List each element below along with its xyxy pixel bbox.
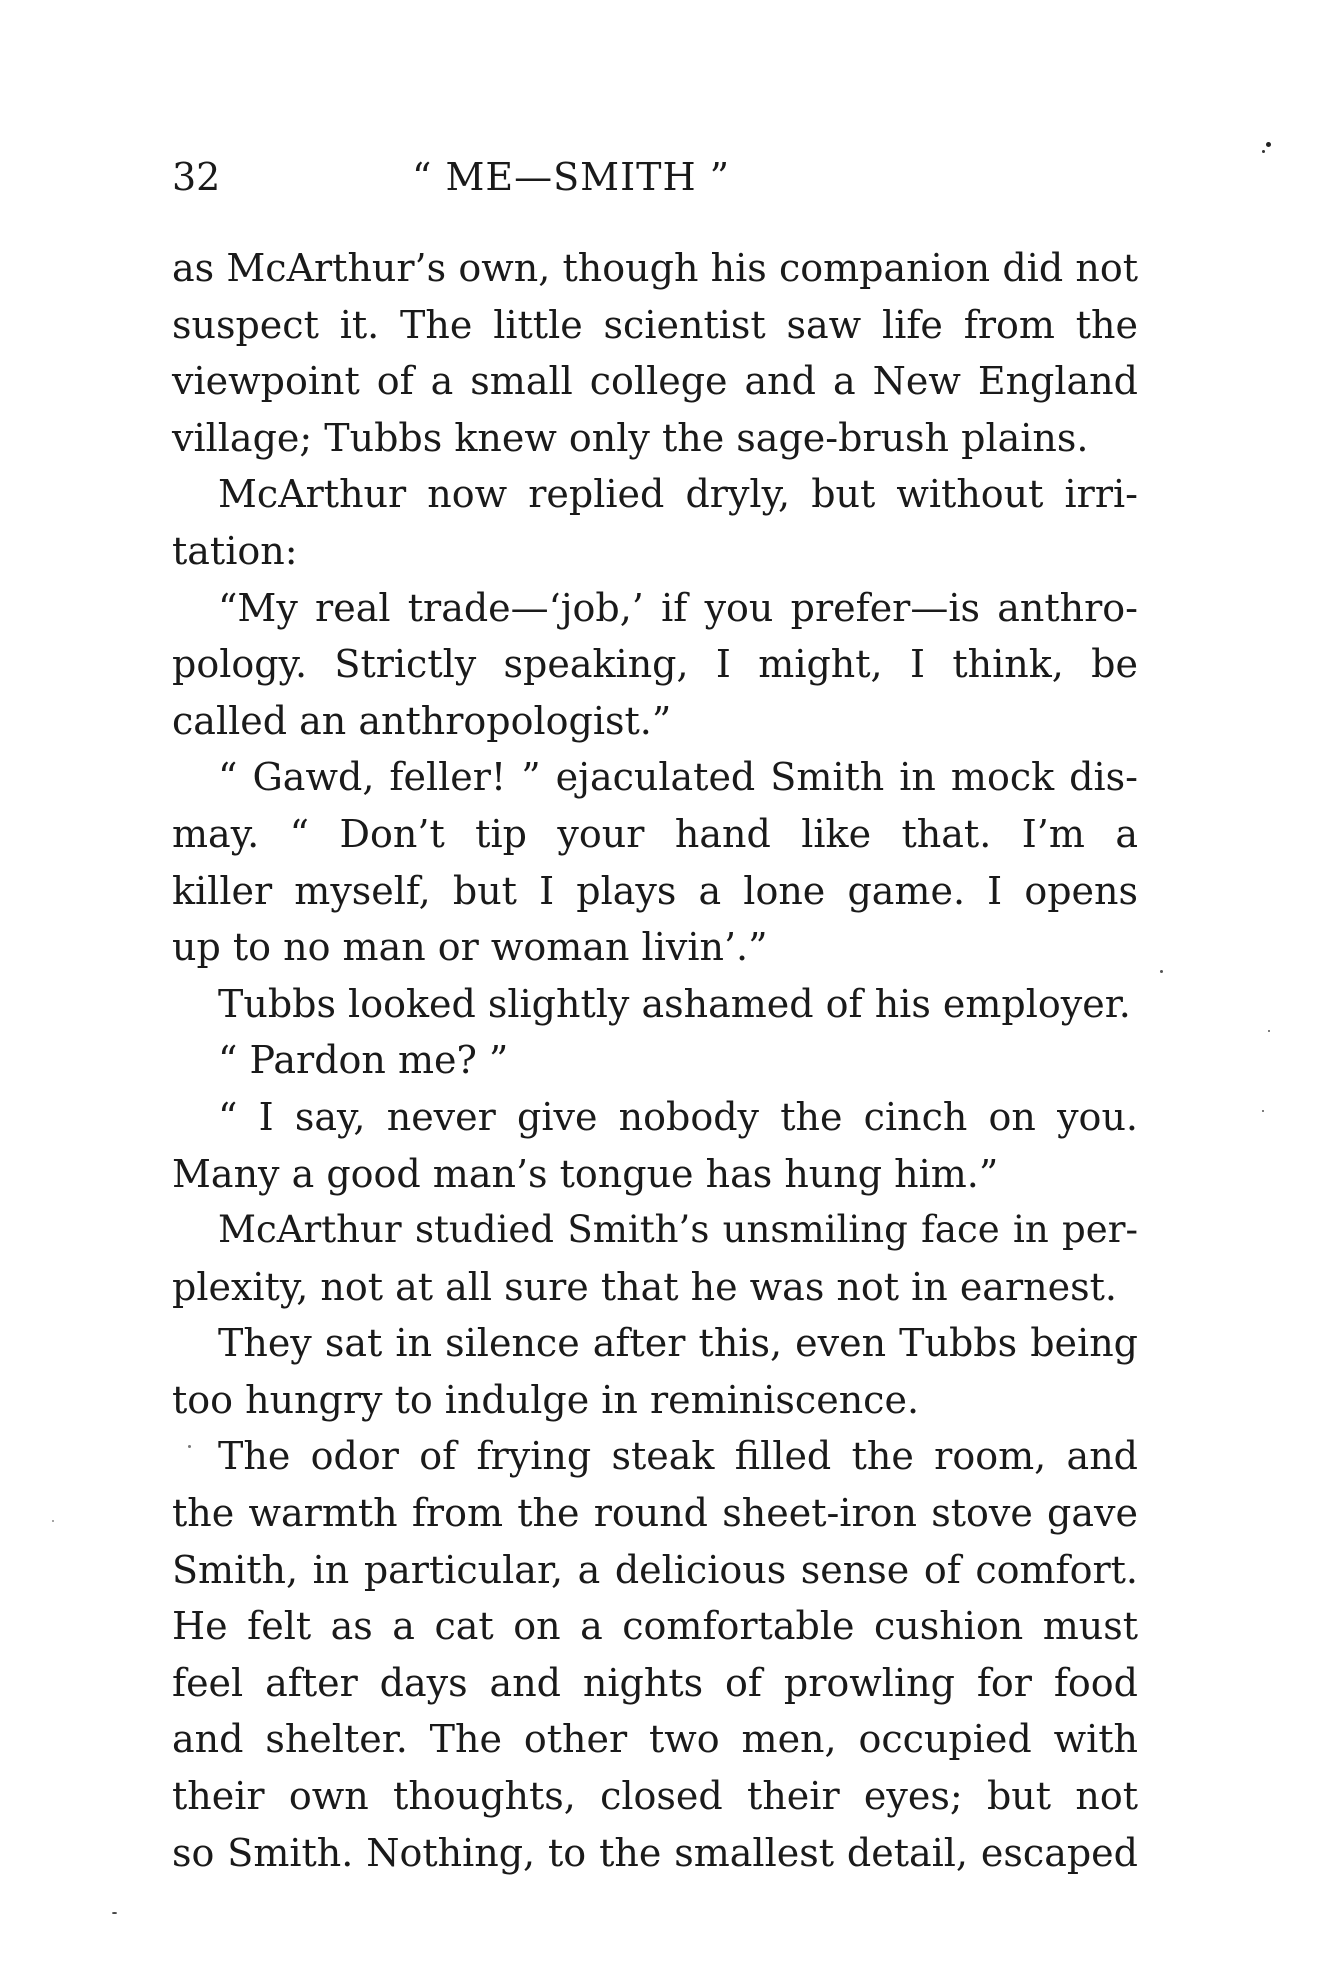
text-line: plexity, not at all sure that he was not in earnest. — [172, 1264, 1117, 1309]
scan-speck — [188, 1445, 191, 1448]
text-line: “ Gawd, feller! ” ejaculated Smith in mock dis- — [218, 755, 1138, 800]
text-line: killer myself, but I plays a lone game. I opens — [172, 868, 1138, 913]
text-line: They sat in silence after this, even Tubbs being — [218, 1321, 1138, 1366]
text-line: village; Tubbs knew only the sage-brush plains. — [172, 415, 1089, 460]
text-line: feel after days and nights of prowling for food — [172, 1660, 1138, 1705]
page-number: 32 — [172, 155, 221, 199]
text-line: their own thoughts, closed their eyes; but not — [172, 1774, 1138, 1819]
text-line: called an anthropologist.” — [172, 698, 672, 743]
running-title: “ ME—SMITH ” — [412, 155, 731, 199]
text-line: pology. Strictly speaking, I might, I think, be — [172, 642, 1138, 687]
text-line: “ I say, never give nobody the cinch on you. — [218, 1094, 1138, 1139]
text-line: too hungry to indulge in reminiscence. — [172, 1377, 920, 1422]
text-line: “ Pardon me? ” — [218, 1038, 509, 1083]
text-line: Smith, in particular, a delicious sense of comfort. — [172, 1547, 1138, 1592]
text-line: tation: — [172, 528, 298, 573]
text-line: The odor of frying steak filled the room, and — [218, 1434, 1138, 1479]
text-line: so Smith. Nothing, to the smallest detail, escaped — [172, 1830, 1138, 1875]
text-line: may. “ Don’t tip your hand like that. I’m a — [172, 811, 1138, 856]
scan-speck — [1268, 1030, 1270, 1032]
text-line: Tubbs looked slightly ashamed of his employer. — [218, 981, 1131, 1026]
text-line: He felt as a cat on a comfortable cushion must — [172, 1604, 1138, 1649]
page-header — [172, 152, 1138, 202]
text-line: up to no man or woman livin’.” — [172, 925, 768, 970]
text-line: Many a good man’s tongue has hung him.” — [172, 1151, 999, 1196]
text-line: and shelter. The other two men, occupied with — [172, 1717, 1138, 1762]
text-line: viewpoint of a small college and a New England — [172, 359, 1138, 404]
scan-speck — [1266, 142, 1271, 147]
scan-speck — [1262, 150, 1265, 153]
text-line: suspect it. The little scientist saw life from the — [172, 302, 1138, 347]
text-line: McArthur studied Smith’s unsmiling face in per- — [218, 1208, 1138, 1252]
scan-speck — [112, 1912, 117, 1914]
body-text — [172, 240, 1138, 1881]
text-line: McArthur now replied dryly, but without irri- — [218, 472, 1138, 517]
scan-speck — [1262, 1110, 1264, 1112]
text-line: the warmth from the round sheet-iron stove gave — [172, 1491, 1138, 1536]
scan-speck — [52, 1520, 54, 1522]
text-line: as McArthur’s own, though his companion did not — [172, 246, 1138, 290]
scan-speck — [1160, 970, 1163, 973]
text-line: “My real trade—‘job,’ if you prefer—is anthro- — [218, 585, 1138, 630]
